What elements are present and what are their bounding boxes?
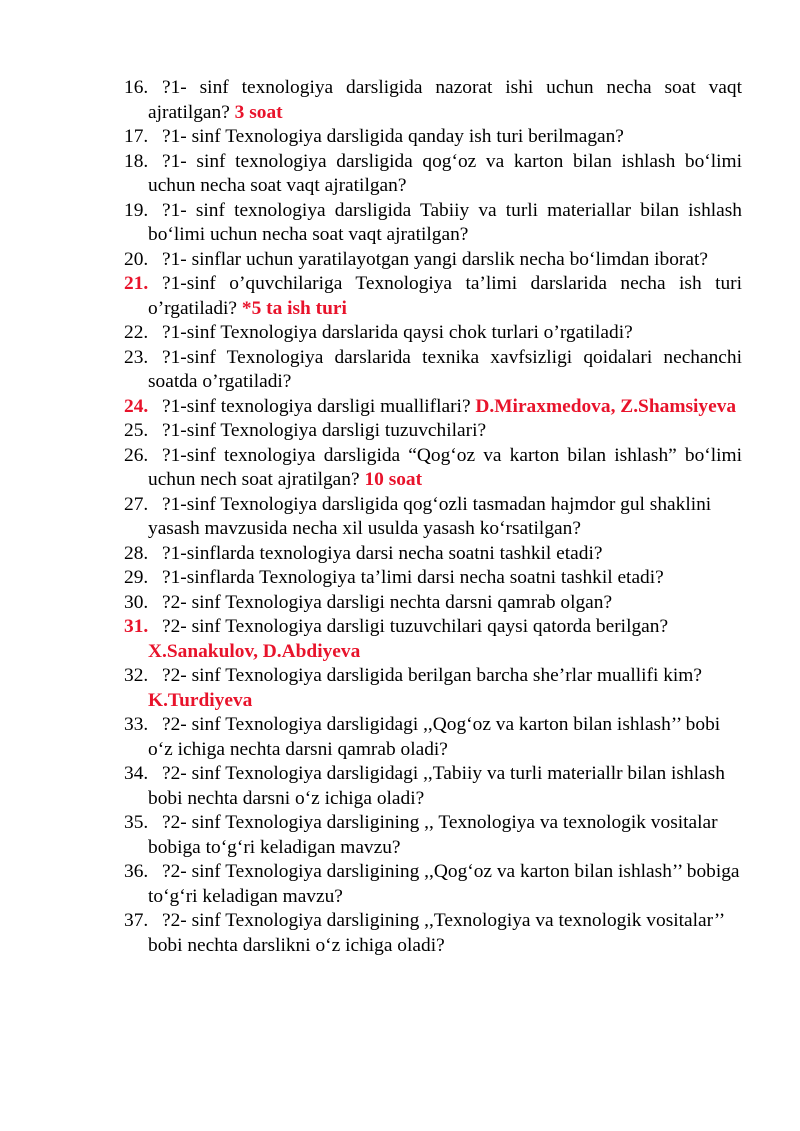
answer-text: D.Miraxmedova, Z.Shamsiyeva xyxy=(475,395,737,417)
question-text: ?2- sinf Texnologiya darsligidagi ,,Tabiiy va turli materiallr bilan ishlash bobi nechta darsni o‘z ichiga oladi? xyxy=(148,763,725,809)
question-item xyxy=(124,566,742,591)
question-text: ?1-sinf Texnologiya darslarida qaysi chok turlari o’rgatiladi? xyxy=(162,322,633,343)
answer-text: K.Turdiyeva xyxy=(148,689,253,711)
question-number: 31. xyxy=(124,616,149,637)
question-text: ?2- sinf Texnologiya darsligida berilgan barcha she’rlar muallifi kim? xyxy=(162,665,702,686)
question-number: 29. xyxy=(124,567,149,588)
question-item xyxy=(124,395,742,420)
question-item xyxy=(124,419,742,444)
question-item xyxy=(124,860,742,909)
question-list xyxy=(124,76,742,958)
question-text: ?2- sinf Texnologiya darsligining ,, Texnologiya va texnologik vositalar bobiga to‘g‘ri keladigan mavzu? xyxy=(148,812,718,858)
question-text: ?1-sinf Texnologiya darslarida texnika xavfsizligi qoidalari nechanchi soatda o’rgatiladi? xyxy=(148,346,742,392)
question-number: 22. xyxy=(124,322,149,343)
question-item xyxy=(124,76,742,125)
question-item xyxy=(124,909,742,958)
question-number: 19. xyxy=(124,199,149,221)
question-text: ?1-sinf texnologiya darsligi mualliflari? xyxy=(162,395,476,417)
question-text: ?1-sinf texnologiya darsligida “Qog‘oz va karton bilan ishlash” bo‘limi uchun nech soat ajratilgan? xyxy=(148,444,742,490)
question-item xyxy=(124,811,742,860)
question-item xyxy=(124,150,742,199)
question-text: ?2- sinf Texnologiya darsligining ,,Qog‘oz va karton bilan ishlash’’ bobiga to‘g‘ri keladigan mavzu? xyxy=(148,861,740,907)
question-text: ?1-sinflarda Texnologiya ta’limi darsi necha soatni tashkil etadi? xyxy=(162,567,664,588)
question-text: ?1- sinf texnologiya darsligida qog‘oz va karton bilan ishlash bo‘limi uchun necha soat vaqt ajratilgan? xyxy=(148,150,742,196)
answer-text: 3 soat xyxy=(234,101,283,123)
question-item xyxy=(124,493,742,542)
question-number: 37. xyxy=(124,910,149,931)
question-item xyxy=(124,664,742,713)
question-item xyxy=(124,762,742,811)
question-item xyxy=(124,615,742,664)
question-text: ?2- sinf Texnologiya darsligining ,,Texnologiya va texnologik vositalar’’ bobi nechta darslikni o‘z ichiga oladi? xyxy=(148,910,724,956)
question-text: ?1-sinflarda texnologiya darsi necha soatni tashkil etadi? xyxy=(162,542,603,564)
question-item xyxy=(124,444,742,493)
question-number: 33. xyxy=(124,714,149,735)
question-number: 21. xyxy=(124,273,149,294)
answer-text: *5 ta ish turi xyxy=(241,297,347,319)
question-text: ?2- sinf Texnologiya darsligidagi ,,Qog‘oz va karton bilan ishlash’’ bobi o‘z ichiga nechta darsni qamrab oladi? xyxy=(148,714,721,760)
question-item xyxy=(124,248,742,273)
answer-text: 10 soat xyxy=(364,469,423,490)
question-item xyxy=(124,542,742,567)
answer-text: X.Sanakulov, D.Abdiyeva xyxy=(148,640,361,662)
question-number: 23. xyxy=(124,346,149,368)
question-number: 35. xyxy=(124,812,149,833)
question-number: 30. xyxy=(124,591,149,613)
question-text: ?1- sinf texnologiya darsligida Tabiiy va turli materiallar bilan ishlash bo‘limi uchun necha soat vaqt ajratilgan? xyxy=(148,199,742,245)
question-number: 27. xyxy=(124,493,149,515)
question-item xyxy=(124,346,742,395)
question-number: 32. xyxy=(124,665,149,686)
question-item xyxy=(124,125,742,150)
question-number: 26. xyxy=(124,444,149,466)
question-text: ?1-sinf Texnologiya darsligida qog‘ozli tasmadan hajmdor gul shaklini yasash mavzusida necha xil usulda yasash ko‘rsatilgan? xyxy=(148,493,712,539)
question-text: ?1- sinf texnologiya darsligida nazorat ishi uchun necha soat vaqt ajratilgan? xyxy=(148,77,742,123)
question-number: 28. xyxy=(124,542,149,564)
question-number: 36. xyxy=(124,861,149,882)
question-item xyxy=(124,321,742,346)
question-text: ?1- sinf Texnologiya darsligida qanday ish turi berilmagan? xyxy=(162,126,624,147)
question-text: ?2- sinf Texnologiya darsligi nechta darsni qamrab olgan? xyxy=(162,591,613,613)
question-number: 18. xyxy=(124,150,149,172)
question-item xyxy=(124,272,742,321)
question-text: ?1-sinf Texnologiya darsligi tuzuvchilari? xyxy=(162,420,487,441)
question-number: 20. xyxy=(124,248,149,270)
question-text: ?1-sinf o’quvchilariga Texnologiya ta’limi darslarida necha ish turi o’rgatiladi? xyxy=(148,273,742,319)
question-text: ?2- sinf Texnologiya darsligi tuzuvchilari qaysi qatorda berilgan? xyxy=(162,616,669,637)
question-number: 25. xyxy=(124,420,149,441)
question-number: 24. xyxy=(124,395,149,417)
question-text: ?1- sinflar uchun yaratilayotgan yangi darslik necha bo‘limdan iborat? xyxy=(162,248,708,270)
question-item xyxy=(124,199,742,248)
question-number: 34. xyxy=(124,763,149,784)
question-number: 17. xyxy=(124,126,149,147)
question-item xyxy=(124,591,742,616)
question-number: 16. xyxy=(124,77,149,98)
question-item xyxy=(124,713,742,762)
